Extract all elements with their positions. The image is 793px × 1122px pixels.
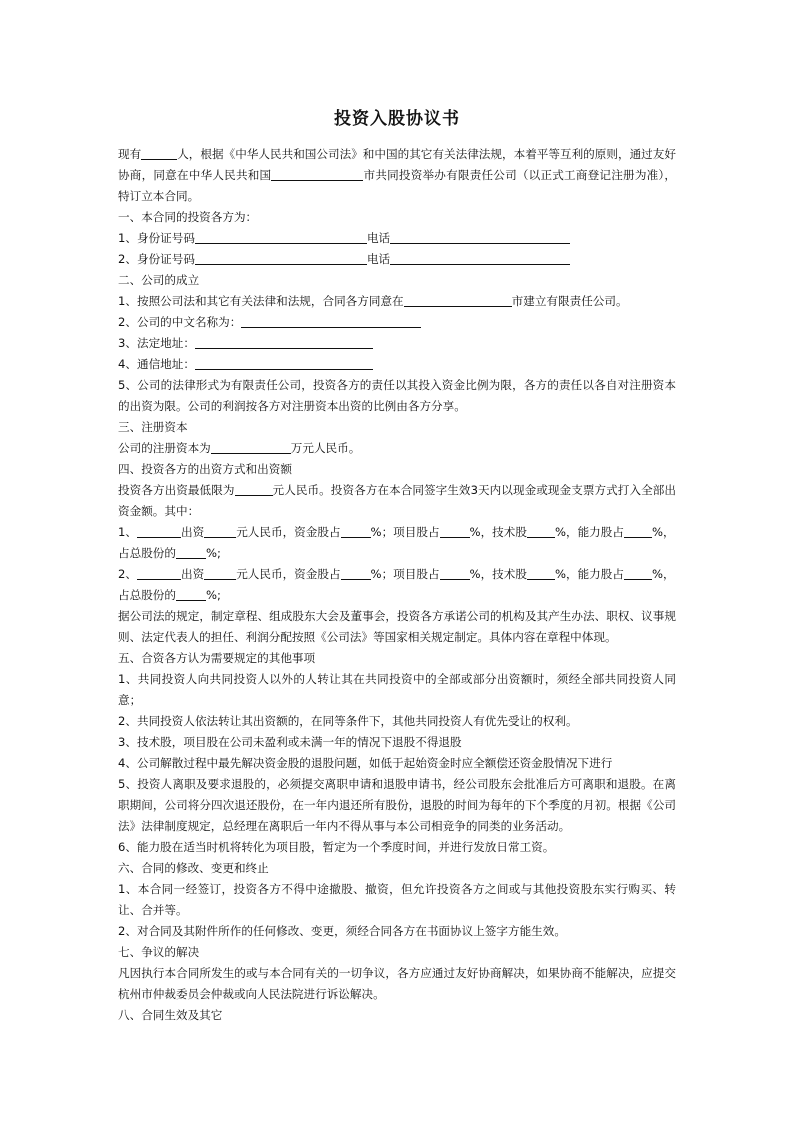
contract-document	[118, 104, 676, 1026]
section-5-item-6: 6、能力股在适当时机将转化为项目股，暂定为一个季度时间，并进行发放日常工资。	[118, 840, 555, 854]
minimum-investment-paragraph: 投资各方出资最低限为 元人民币。投资各方在本合同签字生效3天内以现金或现金支票方式打入全部出资金额。其中：	[118, 483, 676, 518]
section-3-heading: 三、注册资本	[118, 420, 188, 434]
party-1-line: 1、身份证号码 电话	[118, 228, 676, 249]
section-4-tail: 据公司法的规定，制定章程、组成股东大会及董事会，投资各方承诺公司的机构及其产生办法、职权、议事规则、法定代表人的担任、利润分配按照《公司法》等国家相关规定制定。具体内容在章程中体现。	[118, 609, 676, 644]
section-2-item-3: 3、法定地址：	[118, 333, 676, 354]
section-7-heading: 七、争议的解决	[118, 945, 200, 959]
party-2-line: 2、身份证号码 电话	[118, 249, 676, 270]
section-2-heading: 二、公司的成立	[118, 273, 200, 287]
document-title: 投资入股协议书	[334, 109, 460, 129]
section-2-item-4: 4、通信地址：	[118, 354, 676, 375]
section-2-item-1: 1、按照公司法和其它有关法律和法规，合同各方同意在 市建立有限责任公司。	[118, 294, 628, 308]
section-4-heading: 四、投资各方的出资方式和出资额	[118, 462, 292, 476]
intro-paragraph: 现有 人，根据《中华人民共和国公司法》和中国的其它有关法律法规，本着平等互利的原则，通过友好协商，同意在中华人民共和国 市共同投资举办有限责任公司（以正式工商登记注册为准），特订立本合同。	[118, 147, 676, 203]
investor-1-shares: 1、 出资 元人民币，资金股占 %；项目股占 %，技术股 %，能力股占 %， 占总股份的 %;	[118, 525, 675, 560]
section-2-item-2: 2、公司的中文名称为：	[118, 312, 676, 333]
section-5-heading: 五、合资各方认为需要规定的其他事项	[118, 651, 316, 665]
section-6-item-2: 2、对合同及其附件所作的任何修改、变更，须经合同各方在书面协议上签字方能生效。	[118, 924, 566, 938]
registered-capital-line: 公司的注册资本为 万元人民币。	[118, 441, 361, 455]
section-6-heading: 六、合同的修改、变更和终止	[118, 861, 269, 875]
section-5-item-5: 5、投资人离职及要求退股的，必须提交离职申请和退股申请书，经公司股东会批准后方可离职和退股。在离职期间，公司将分四次退还股份，在一年内退还所有股份，退股的时间为每年的下个季度的月初。根据《公司法》法律制度规定，总经理在离职后一年内不得从事与本公司相竞争的同类的业务活动。	[118, 777, 676, 833]
section-7-text: 凡因执行本合同所发生的或与本合同有关的一切争议，各方应通过友好协商解决，如果协商不能解决，应提交杭州市仲裁委员会仲裁或向人民法院进行诉讼解决。	[118, 966, 676, 1001]
section-6-item-1: 1、本合同一经签订，投资各方不得中途撤股、撤资，但允许投资各方之间或与其他投资股东实行购买、转让、合并等。	[118, 882, 676, 917]
investor-2-shares: 2、 出资 元人民币，资金股占 %；项目股占 %，技术股 %，能力股占 %， 占总股份的 %;	[118, 567, 675, 602]
section-1-heading: 一、本合同的投资各方为：	[118, 210, 258, 224]
section-5-item-4: 4、公司解散过程中最先解决资金股的退股问题，如低于起始资金时应全额偿还资金股情况下进行	[118, 756, 613, 770]
section-5-item-1: 1、共同投资人向共同投资人以外的人转让其在共同投资中的全部或部分出资额时，须经全部共同投资人同意；	[118, 672, 676, 707]
section-5-item-2: 2、共同投资人依法转让其出资额的，在同等条件下，其他共同投资人有优先受让的权利。	[118, 714, 578, 728]
section-2-item-5: 5、公司的法律形式为有限责任公司，投资各方的责任以其投入资金比例为限，各方的责任以各自对注册资本的出资为限。公司的利润按各方对注册资本出资的比例由各方分享。	[118, 378, 676, 413]
section-5-item-3: 3、技术股，项目股在公司未盈利或未满一年的情况下退股不得退股	[118, 735, 462, 749]
section-8-heading: 八、合同生效及其它	[118, 1008, 223, 1022]
